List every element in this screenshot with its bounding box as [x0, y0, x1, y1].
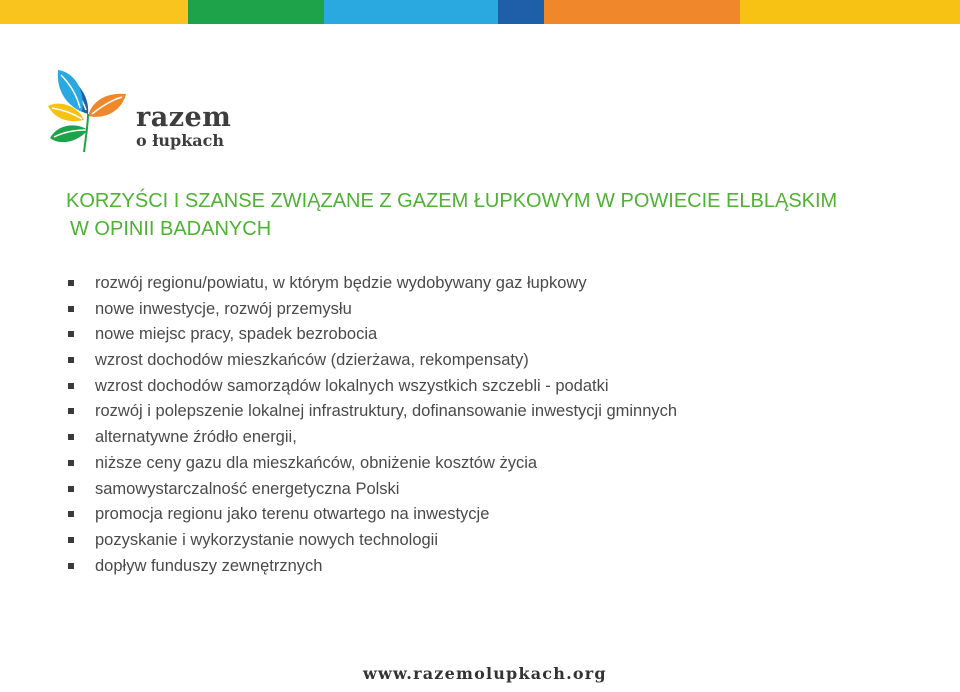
logo-text	[136, 104, 266, 150]
list-item	[66, 297, 926, 323]
list-item	[66, 554, 926, 580]
bullet-square-icon	[68, 383, 74, 389]
top-bar-segment-green	[188, 0, 324, 24]
list-item-text: dopływ funduszy zewnętrznych	[95, 556, 323, 575]
list-item-text: wzrost dochodów mieszkańców (dzierżawa, rekompensaty)	[95, 351, 529, 370]
bullet-square-icon	[68, 408, 74, 414]
list-item	[66, 348, 926, 374]
bullet-square-icon	[68, 486, 74, 492]
benefits-list	[66, 271, 926, 579]
bullet-square-icon	[68, 563, 74, 569]
list-item	[66, 477, 926, 503]
list-item	[66, 451, 926, 477]
page-title	[66, 187, 926, 243]
blue-leaf-icon	[52, 68, 92, 118]
title-line1: KORZYŚCI I SZANSE ZWIĄZANE Z GAZEM ŁUPKOWYM W POWIECIE ELBLĄSKIM	[66, 190, 838, 212]
list-item-text: wzrost dochodów samorządów lokalnych wszystkich szczebli - podatki	[95, 376, 609, 395]
list-item	[66, 502, 926, 528]
list-item-text: rozwój regionu/powiatu, w którym będzie wydobywany gaz łupkowy	[95, 274, 587, 292]
bullet-square-icon	[68, 331, 74, 337]
list-item-text: pozyskanie i wykorzystanie nowych technologii	[95, 530, 439, 549]
top-bar-segment-darkblue	[498, 0, 544, 24]
top-bar-segment-orange	[544, 0, 740, 24]
list-item-text: rozwój i polepszenie lokalnej infrastruktury, dofinansowanie inwestycji gminnych	[95, 402, 678, 421]
logo-line1: razem	[136, 102, 232, 133]
top-bar-segment-yellow	[0, 0, 188, 24]
top-bar-segment-lightblue	[324, 0, 498, 24]
bullet-square-icon	[68, 511, 74, 517]
bullet-square-icon	[68, 434, 74, 440]
list-item	[66, 528, 926, 554]
bullet-square-icon	[68, 537, 74, 543]
list-item-text: alternatywne źródło energii,	[95, 428, 297, 447]
list-item-text: nowe miejsc pracy, spadek bezrobocia	[95, 325, 378, 344]
top-color-bar	[0, 0, 960, 24]
list-item-text: nowe inwestycje, rozwój przemysłu	[95, 299, 352, 318]
top-bar-segment-yellow-right	[740, 0, 960, 24]
bullet-square-icon	[68, 357, 74, 363]
logo-line2: o łupkach	[136, 131, 225, 150]
list-item-text: samowystarczalność energetyczna Polski	[95, 479, 400, 498]
footer-url: www.razemolupkach.org	[363, 664, 607, 683]
list-item	[66, 322, 926, 348]
bullet-square-icon	[68, 306, 74, 312]
bullet-square-icon	[68, 280, 74, 286]
list-item	[66, 374, 926, 400]
list-item	[66, 399, 926, 425]
title-line2: W OPINII BADANYCH	[70, 218, 272, 240]
list-item	[66, 425, 926, 451]
list-item	[66, 271, 926, 297]
bullet-square-icon	[68, 460, 74, 466]
list-item-text: promocja regionu jako terenu otwartego na inwestycje	[95, 505, 490, 524]
list-item-text: niższe ceny gazu dla mieszkańców, obniżenie kosztów życia	[95, 453, 538, 472]
